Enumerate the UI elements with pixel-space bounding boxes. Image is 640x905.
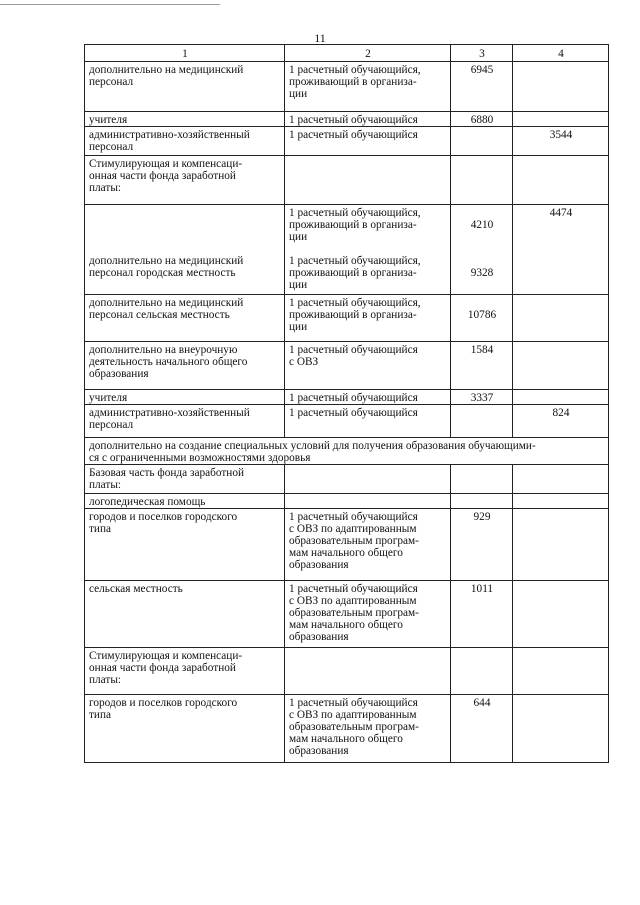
row-value	[451, 465, 513, 494]
section-title-row	[85, 438, 609, 465]
row-value: 10786	[451, 295, 513, 342]
table-row	[85, 156, 609, 205]
row-total	[513, 390, 609, 405]
row-value: 6945	[451, 62, 513, 112]
row-value: 6880	[451, 112, 513, 127]
row-value: 4210 9328	[451, 205, 513, 295]
table-row	[85, 494, 609, 509]
row-unit	[285, 465, 451, 494]
row-label: городов и поселков городского типа	[85, 509, 285, 581]
row-label: Стимулирующая и компенсаци- онная части фонда заработной платы:	[85, 156, 285, 205]
row-value: 929	[451, 509, 513, 581]
row-total: 4474	[513, 205, 609, 295]
table-row	[85, 465, 609, 494]
row-unit: 1 расчетный обучающийся, проживающий в организа- ции	[285, 62, 451, 112]
row-value	[451, 127, 513, 156]
row-total	[513, 156, 609, 205]
row-unit: 1 расчетный обучающийся, проживающий в организа- ции	[285, 295, 451, 342]
column-header: 3	[451, 45, 513, 62]
table-row	[85, 295, 609, 342]
row-label: сельская местность	[85, 581, 285, 648]
row-total	[513, 465, 609, 494]
row-total	[513, 695, 609, 763]
row-total	[513, 342, 609, 390]
column-header: 2	[285, 45, 451, 62]
row-value: 1584	[451, 342, 513, 390]
row-label: дополнительно на внеурочную деятельность начального общего образования	[85, 342, 285, 390]
row-unit: 1 расчетный обучающийся с ОВЗ по адаптированным образовательным програм- мам начального общего образования	[285, 581, 451, 648]
row-total	[513, 494, 609, 509]
row-value: 3337	[451, 390, 513, 405]
scan-edge-line	[0, 4, 220, 5]
row-total	[513, 295, 609, 342]
row-total	[513, 112, 609, 127]
row-label: Стимулирующая и компенсаци- онная части фонда заработной платы:	[85, 648, 285, 695]
row-total: 824	[513, 405, 609, 438]
row-total: 3544	[513, 127, 609, 156]
row-label: административно-хозяйственный персонал	[85, 405, 285, 438]
row-unit: 1 расчетный обучающийся с ОВЗ по адаптированным образовательным програм- мам начального общего образования	[285, 509, 451, 581]
column-header: 4	[513, 45, 609, 62]
row-unit: 1 расчетный обучающийся	[285, 127, 451, 156]
allocation-table	[84, 44, 609, 763]
row-value	[451, 648, 513, 695]
table-row	[85, 648, 609, 695]
table-row	[85, 390, 609, 405]
row-value	[451, 156, 513, 205]
row-total	[513, 509, 609, 581]
row-label: Базовая часть фонда заработной платы:	[85, 465, 285, 494]
column-header: 1	[85, 45, 285, 62]
row-unit: 1 расчетный обучающийся	[285, 112, 451, 127]
table-row	[85, 509, 609, 581]
row-label: логопедическая помощь	[85, 494, 285, 509]
row-label: дополнительно на медицинский персонал сельская местность	[85, 295, 285, 342]
row-value	[451, 405, 513, 438]
table-row	[85, 405, 609, 438]
row-unit: 1 расчетный обучающийся, проживающий в организа- ции 1 расчетный обучающийся, проживающий в организа- ции	[285, 205, 451, 295]
table-row	[85, 205, 609, 295]
row-value	[451, 494, 513, 509]
row-total	[513, 62, 609, 112]
row-total	[513, 581, 609, 648]
row-label: дополнительно на медицинский персонал городская местность	[85, 205, 285, 295]
row-value: 644	[451, 695, 513, 763]
row-unit: 1 расчетный обучающийся	[285, 390, 451, 405]
row-label: учителя	[85, 112, 285, 127]
row-unit: 1 расчетный обучающийся	[285, 405, 451, 438]
section-title: дополнительно на создание специальных условий для получения образования обучающими- ся с ограниченными возможностями здоровья	[85, 438, 609, 465]
table-header-row	[85, 45, 609, 62]
table-row	[85, 342, 609, 390]
row-value: 1011	[451, 581, 513, 648]
row-unit	[285, 494, 451, 509]
page-number: 11	[314, 31, 326, 45]
table-row	[85, 581, 609, 648]
table-row	[85, 695, 609, 763]
row-label: административно-хозяйственный персонал	[85, 127, 285, 156]
row-label: дополнительно на медицинский персонал	[85, 62, 285, 112]
row-unit	[285, 156, 451, 205]
row-label: городов и поселков городского типа	[85, 695, 285, 763]
table-row	[85, 112, 609, 127]
table-row	[85, 62, 609, 112]
row-total	[513, 648, 609, 695]
table-row	[85, 127, 609, 156]
row-unit: 1 расчетный обучающийся с ОВЗ по адаптированным образовательным програм- мам начального общего образования	[285, 695, 451, 763]
row-unit: 1 расчетный обучающийся с ОВЗ	[285, 342, 451, 390]
row-unit	[285, 648, 451, 695]
row-label: учителя	[85, 390, 285, 405]
